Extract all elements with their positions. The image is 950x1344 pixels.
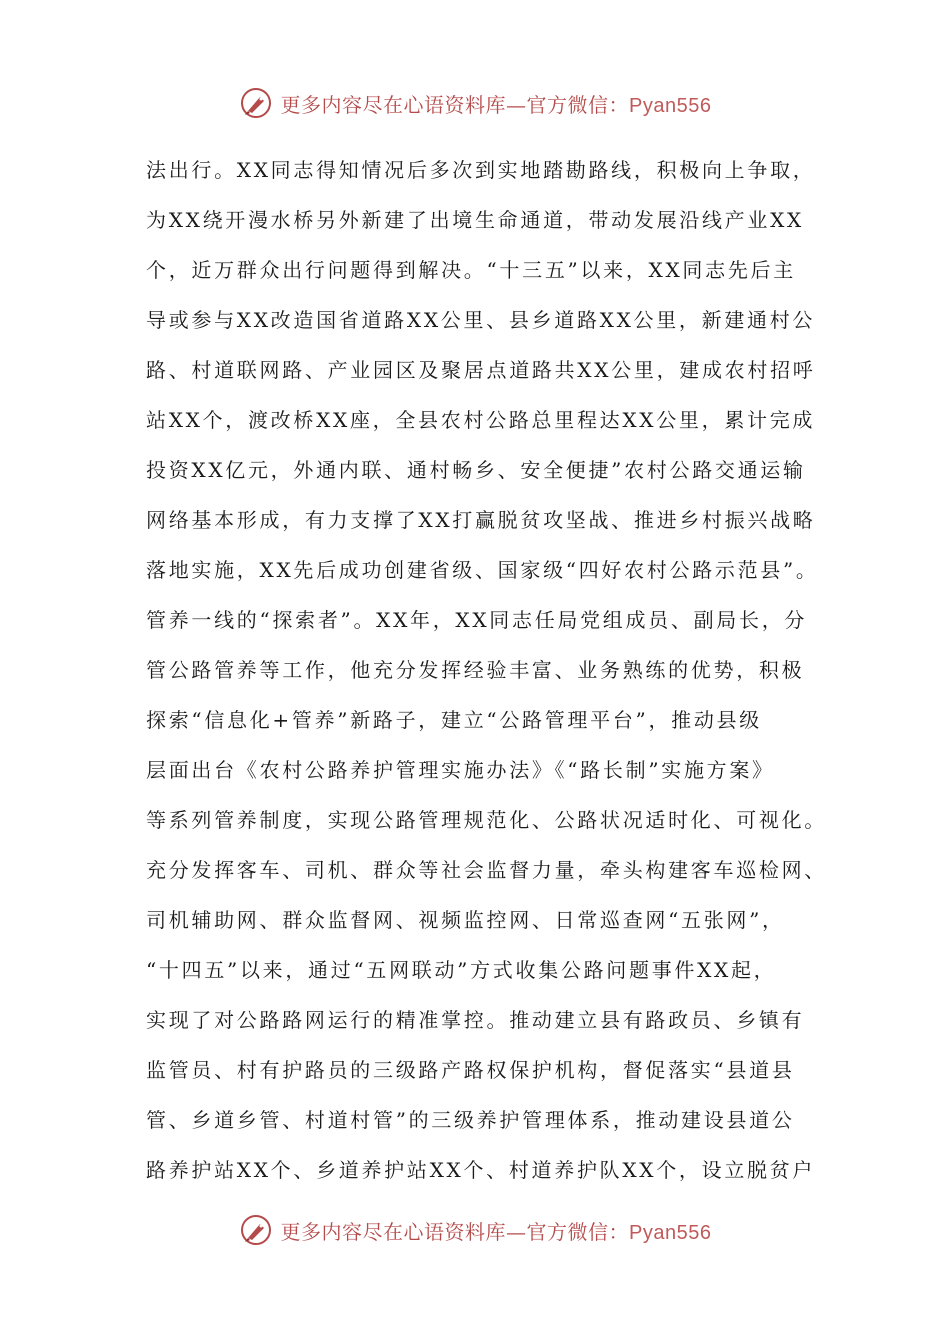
wechat-id: Pyan556 [629, 94, 712, 117]
text-line: 司机辅助网、群众监督网、视频监控网、日常巡查网“五张网”， [146, 908, 785, 932]
banner-text: 更多内容尽在心语资料库—官方微信：Pyan556 [280, 1219, 712, 1244]
text-line: “十四五”以来，通过“五网联动”方式收集公路问题事件XX起， [146, 958, 777, 982]
text-line: 层面出台《农村公路养护管理实施办法》《“路长制”实施方案》 [146, 758, 775, 782]
text-line: 投资XX亿元，外通内联、通村畅乡、安全便捷”农村公路交通运输 [146, 458, 806, 482]
document-body [146, 145, 827, 1195]
text-line: 充分发挥客车、司机、群众等社会监督力量，牵头构建客车巡检网、 [146, 858, 827, 882]
text-line: 管养一线的“探索者”。XX年，XX同志任局党组成员、副局长，分 [146, 608, 808, 632]
wechat-id: Pyan556 [629, 1221, 712, 1244]
text-line: 导或参与XX改造国省道路XX公里、县乡道路XX公里，新建通村公 [146, 308, 816, 332]
text-line: 为XX绕开漫水桥另外新建了出境生命通道，带动发展沿线产业XX [146, 208, 804, 232]
text-line: 实现了对公路路网运行的精准掌控。推动建立县有路政员、乡镇有 [146, 1008, 805, 1032]
text-line: 管公路管养等工作，他充分发挥经验丰富、业务熟练的优势，积极 [146, 658, 805, 682]
footer-banner [0, 1210, 950, 1250]
text-line: 网络基本形成，有力支撑了XX打赢脱贫攻坚战、推进乡村振兴战略 [146, 508, 816, 532]
text-line: 管、乡道乡管、村道村管”的三级养护管理体系，推动建设县道公 [146, 1108, 795, 1132]
pen-nib-icon [239, 86, 273, 120]
text-line: 路、村道联网路、产业园区及聚居点道路共XX公里，建成农村招呼 [146, 358, 816, 382]
text-line: 探索“信息化+管养”新路子，建立“公路管理平台”，推动县级 [146, 708, 762, 732]
text-line: 路养护站XX个、乡道养护站XX个、村道养护队XX个，设立脱贫户 [146, 1158, 816, 1182]
text-line: 落地实施，XX先后成功创建省级、国家级“四好农村公路示范县”。 [146, 558, 819, 582]
text-line: 站XX个，渡改桥XX座，全县农村公路总里程达XX公里，累计完成 [146, 408, 816, 432]
text-line: 法出行。XX同志得知情况后多次到实地踏勘路线，积极向上争取， [146, 158, 816, 182]
text-line: 监管员、村有护路员的三级路产路权保护机构，督促落实“县道县 [146, 1058, 795, 1082]
banner-text: 更多内容尽在心语资料库—官方微信：Pyan556 [280, 92, 712, 117]
pen-nib-icon [239, 1213, 273, 1247]
text-line: 等系列管养制度，实现公路管理规范化、公路状况适时化、可视化。 [146, 808, 827, 832]
text-line: 个，近万群众出行问题得到解决。“十三五”以来，XX同志先后主 [146, 258, 796, 282]
header-banner [0, 83, 950, 123]
